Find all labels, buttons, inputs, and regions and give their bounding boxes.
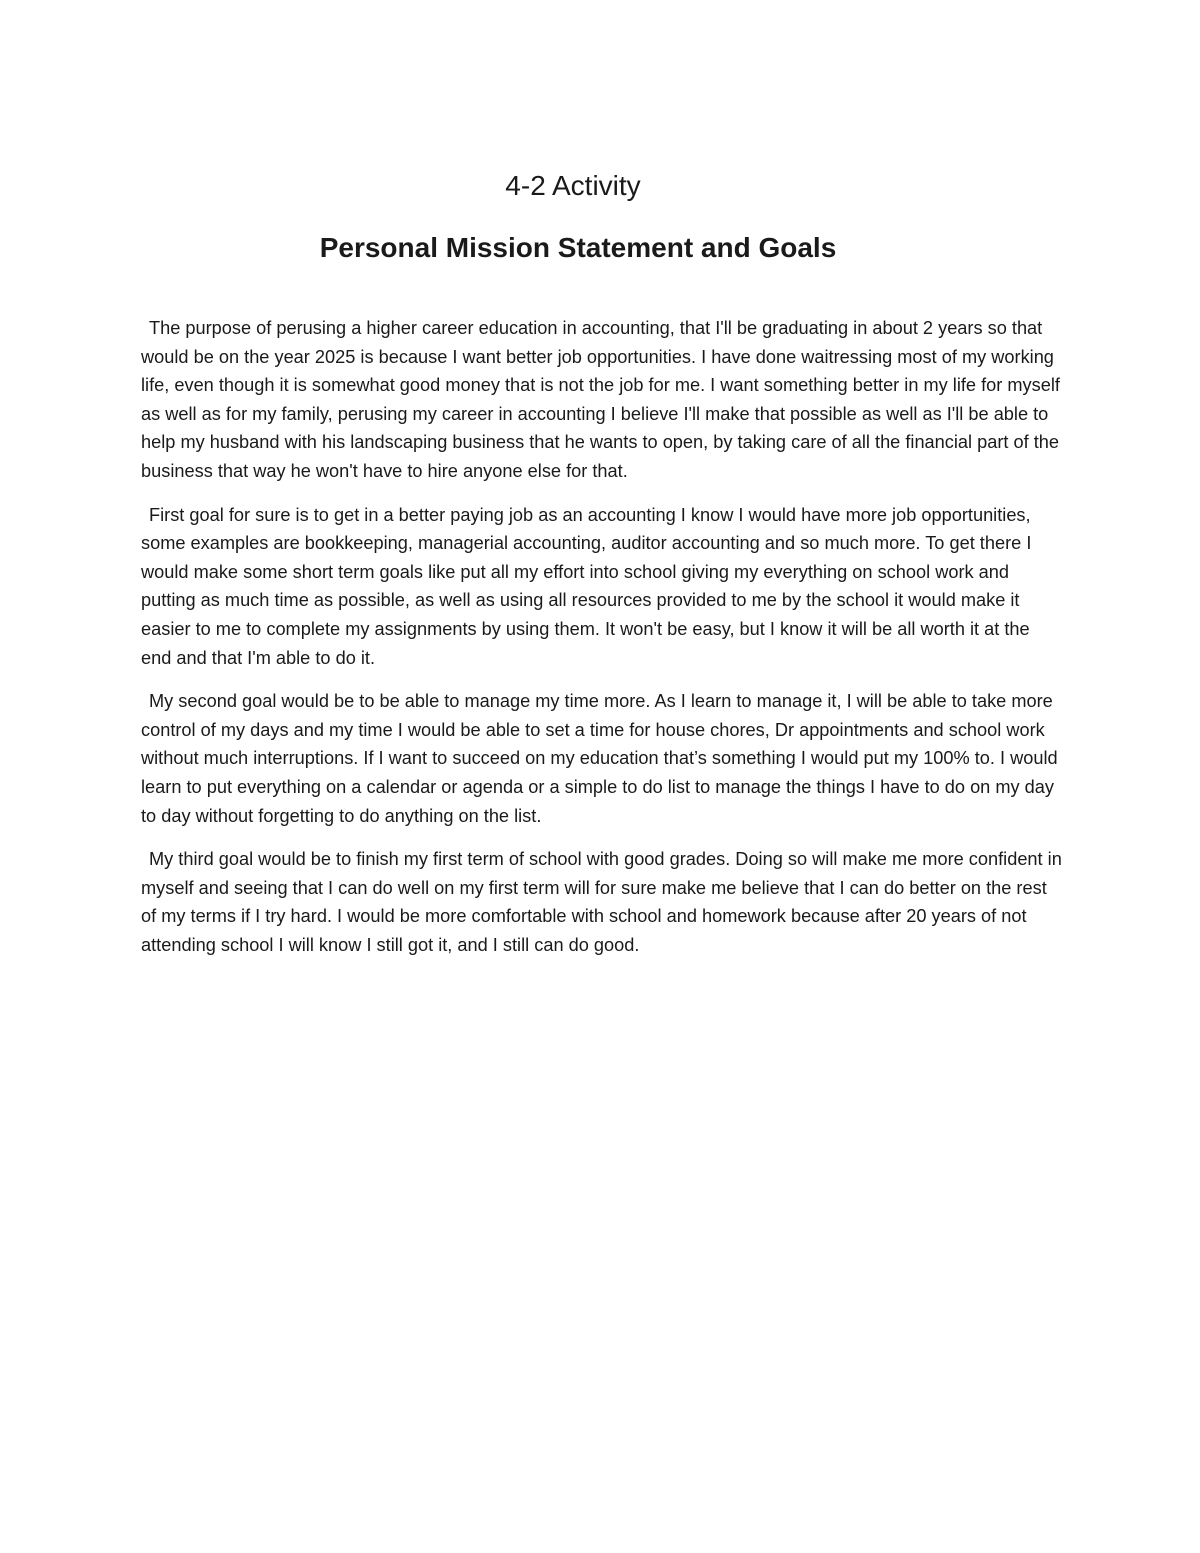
paragraph-second-goal: My second goal would be to be able to manage my time more. As I learn to manage it, I will be able to take more control of my days and my time I would be able to set a time for house chores, Dr appointments and school work without much interruptions. If I want to succeed on my education that’s something I would put my 100% to. I would learn to put everything on a calendar or agenda or a simple to do list to manage the things I have to do on my day to day without forgetting to do anything on the list.: [141, 691, 1058, 826]
paragraph-first-goal: First goal for sure is to get in a better paying job as an accounting I know I would have more job opportunities, some examples are bookkeeping, managerial accounting, auditor accounting and so much more. To get there I would make some short term goals like put all my effort into school giving my everything on school work and putting as much time as possible, as well as using all resources provided to me by the school it would make it easier to me to complete my assignments by using them. It won't be easy, but I know it will be all worth it at the end and that I'm able to do it.: [141, 504, 1032, 668]
activity-heading: 4-2 Activity: [505, 170, 641, 201]
document-body: [141, 314, 1065, 974]
document-title: Personal Mission Statement and Goals: [319, 232, 837, 263]
paragraph-third-goal: My third goal would be to finish my first term of school with good grades. Doing so will make me more confident in myself and seeing that I can do well on my first term will for sure make me believe that I can do better on the rest of my terms if I try hard. I would be more comfortable with school and homework because after 20 years of not attending school I will know I still got it, and I still can do good.: [141, 849, 1062, 955]
paragraph-purpose: The purpose of perusing a higher career education in accounting, that I'll be graduating in about 2 years so that would be on the year 2025 is because I want better job opportunities. I have done waitressing most of my working life, even though it is somewhat good money that is not the job for me. I want something better in my life for myself as well as for my family, perusing my career in accounting I believe I'll make that possible as well as I'll be able to help my husband with his landscaping business that he wants to open, by taking care of all the financial part of the business that way he won't have to hire anyone else for that.: [141, 318, 1060, 481]
